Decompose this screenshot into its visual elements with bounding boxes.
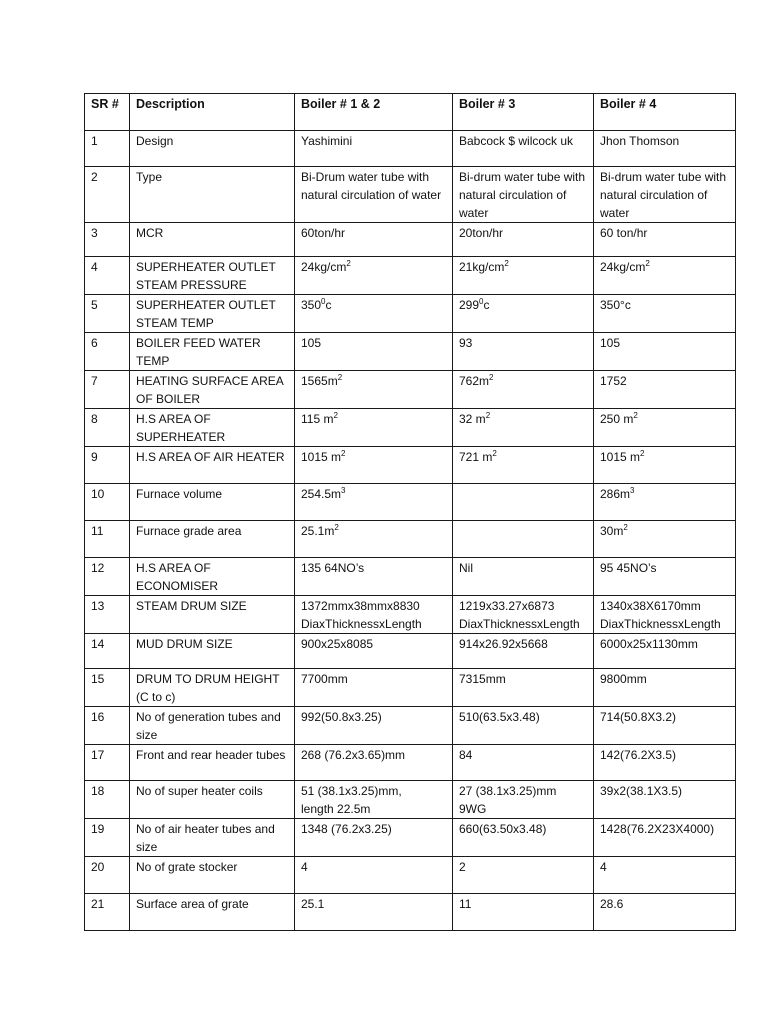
table-row [85, 745, 736, 781]
header-sr: SR # [85, 94, 130, 131]
boiler-1-2-cell: 105 [295, 333, 453, 371]
document-page [84, 93, 735, 931]
boiler-3-cell: Bi-drum water tube with natural circulation of water [453, 167, 594, 223]
boiler-4-cell: 28.6 [594, 894, 736, 931]
header-boiler-3: Boiler # 3 [453, 94, 594, 131]
boiler-4-cell: 714(50.8X3.2) [594, 707, 736, 745]
superscript: 2 [504, 259, 509, 268]
description-cell: BOILER FEED WATER TEMP [130, 333, 295, 371]
boiler-4-cell: 95 45NO’s [594, 558, 736, 596]
superscript: 2 [485, 411, 491, 420]
description-cell: Type [130, 167, 295, 223]
boiler-4-cell: 1752 [594, 371, 736, 409]
superscript: 2 [334, 523, 339, 532]
boiler-1-2-cell: 60ton/hr [295, 223, 453, 257]
boiler-3-cell [453, 521, 594, 558]
sr-cell: 14 [85, 634, 130, 669]
boiler-4-cell: 105 [594, 333, 736, 371]
boiler-4-cell: 9800mm [594, 669, 736, 707]
boiler-4-cell: 39x2(38.1X3.5) [594, 781, 736, 819]
boiler-4-cell: Jhon Thomson [594, 131, 736, 167]
sr-cell: 1 [85, 131, 130, 167]
boiler-1-2-cell: $24kg/cm^2$ [295, 257, 453, 295]
sr-cell: 4 [85, 257, 130, 295]
sr-cell: 2 [85, 167, 130, 223]
superscript: 0 [321, 297, 326, 306]
boiler-4-cell: 1015 $m^2$ [594, 447, 736, 484]
boiler-3-cell: 20ton/hr [453, 223, 594, 257]
header-description: Description [130, 94, 295, 131]
sr-cell: 21 [85, 894, 130, 931]
table-row [85, 295, 736, 333]
boiler-4-cell: $24kg/cm^2$ [594, 257, 736, 295]
description-cell: STEAM DRUM SIZE [130, 596, 295, 634]
boiler-1-2-cell: 7700mm [295, 669, 453, 707]
boiler-4-cell: 1340x38X6170mm DiaxThicknessxLength [594, 596, 736, 634]
boiler-spec-table [84, 93, 736, 931]
table-row [85, 819, 736, 857]
boiler-3-cell: Babcock $ wilcock uk [453, 131, 594, 167]
sr-cell: 13 [85, 596, 130, 634]
superscript: 2 [341, 449, 346, 458]
superscript: 3 [341, 486, 346, 495]
boiler-3-cell: 27 (38.1x3.25)mm 9WG [453, 781, 594, 819]
sr-cell: 10 [85, 484, 130, 521]
boiler-4-cell: 1428(76.2X23X4000) [594, 819, 736, 857]
table-row [85, 707, 736, 745]
description-cell: H.S AREA OF ECONOMISER [130, 558, 295, 596]
table-row [85, 521, 736, 558]
sr-cell: 17 [85, 745, 130, 781]
table-row [85, 484, 736, 521]
boiler-4-cell: $30m^2$ [594, 521, 736, 558]
boiler-3-cell: $299^0c$ [453, 295, 594, 333]
table-body [85, 131, 736, 931]
boiler-1-2-cell: 1372mmx38mmx8830 DiaxThicknessxLength [295, 596, 453, 634]
table-header-row [85, 94, 736, 131]
boiler-1-2-cell: 1348 (76.2x3.25) [295, 819, 453, 857]
superscript: 2 [492, 449, 497, 458]
boiler-4-cell: Bi-drum water tube with natural circulation of water [594, 167, 736, 223]
boiler-1-2-cell: 1015 $m^2$ [295, 447, 453, 484]
boiler-4-cell: 142(76.2X3.5) [594, 745, 736, 781]
boiler-1-2-cell: Yashimini [295, 131, 453, 167]
superscript: 2 [645, 259, 650, 268]
description-cell: No of generation tubes and size [130, 707, 295, 745]
superscript: 2 [489, 373, 494, 382]
table-row [85, 131, 736, 167]
description-cell: Surface area of grate [130, 894, 295, 931]
superscript: 2 [623, 523, 628, 532]
superscript: 3 [630, 486, 635, 495]
boiler-3-cell: 2 [453, 857, 594, 894]
sr-cell: 12 [85, 558, 130, 596]
boiler-3-cell: $21kg/cm^2$ [453, 257, 594, 295]
superscript: 2 [346, 259, 351, 268]
description-cell: No of super heater coils [130, 781, 295, 819]
description-cell: H.S AREA OF AIR HEATER [130, 447, 295, 484]
boiler-1-2-cell: $25.1m^2$ [295, 521, 453, 558]
description-cell: MUD DRUM SIZE [130, 634, 295, 669]
boiler-4-cell: 60 ton/hr [594, 223, 736, 257]
boiler-3-cell: 32 $m^2$ [453, 409, 594, 447]
superscript: 2 [333, 411, 338, 420]
sr-cell: 11 [85, 521, 130, 558]
boiler-4-cell: $286m^3$ [594, 484, 736, 521]
description-cell: DRUM TO DRUM HEIGHT (C to c) [130, 669, 295, 707]
description-cell: MCR [130, 223, 295, 257]
sr-cell: 19 [85, 819, 130, 857]
boiler-1-2-cell: $350^0c$ [295, 295, 453, 333]
superscript: 2 [337, 373, 343, 382]
boiler-3-cell: 914x26.92x5668 [453, 634, 594, 669]
sr-cell: 5 [85, 295, 130, 333]
table-row [85, 447, 736, 484]
boiler-4-cell: 4 [594, 857, 736, 894]
sr-cell: 20 [85, 857, 130, 894]
description-cell: SUPERHEATER OUTLET STEAM TEMP [130, 295, 295, 333]
description-cell: No of air heater tubes and size [130, 819, 295, 857]
sr-cell: 8 [85, 409, 130, 447]
description-cell: Front and rear header tubes [130, 745, 295, 781]
boiler-4-cell: 6000x25x1130mm [594, 634, 736, 669]
boiler-1-2-cell: 900x25x8085 [295, 634, 453, 669]
description-cell: No of grate stocker [130, 857, 295, 894]
table-row [85, 409, 736, 447]
boiler-1-2-cell: Bi-Drum water tube with natural circulation of water [295, 167, 453, 223]
description-cell: Furnace volume [130, 484, 295, 521]
boiler-3-cell: $762m^2$ [453, 371, 594, 409]
superscript: 0 [479, 297, 484, 306]
boiler-3-cell: 1219x33.27x6873 DiaxThicknessxLength [453, 596, 594, 634]
table-row [85, 894, 736, 931]
sr-cell: 3 [85, 223, 130, 257]
table-row [85, 857, 736, 894]
boiler-4-cell: 350°c [594, 295, 736, 333]
boiler-3-cell: 721 $m^2$ [453, 447, 594, 484]
boiler-1-2-cell: 992(50.8x3.25) [295, 707, 453, 745]
boiler-3-cell: 510(63.5x3.48) [453, 707, 594, 745]
description-cell: H.S AREA OF SUPERHEATER [130, 409, 295, 447]
boiler-3-cell: Nil [453, 558, 594, 596]
table-row [85, 257, 736, 295]
description-cell: SUPERHEATER OUTLET STEAM PRESSURE [130, 257, 295, 295]
sr-cell: 7 [85, 371, 130, 409]
table-row [85, 223, 736, 257]
boiler-4-cell: 250 $m^2$ [594, 409, 736, 447]
sr-cell: 16 [85, 707, 130, 745]
sr-cell: 18 [85, 781, 130, 819]
boiler-3-cell: 7315mm [453, 669, 594, 707]
boiler-3-cell: 84 [453, 745, 594, 781]
superscript: 2 [640, 449, 645, 458]
description-cell: Furnace grade area [130, 521, 295, 558]
boiler-3-cell: 93 [453, 333, 594, 371]
boiler-1-2-cell: 51 (38.1x3.25)mm, length 22.5m [295, 781, 453, 819]
table-row [85, 781, 736, 819]
sr-cell: 9 [85, 447, 130, 484]
boiler-3-cell: 660(63.50x3.48) [453, 819, 594, 857]
superscript: 2 [633, 411, 638, 420]
sr-cell: 6 [85, 333, 130, 371]
header-boiler-1-2: Boiler # 1 & 2 [295, 94, 453, 131]
description-cell: Design [130, 131, 295, 167]
table-row [85, 558, 736, 596]
boiler-1-2-cell: $254.5m^3$ [295, 484, 453, 521]
boiler-1-2-cell: 4 [295, 857, 453, 894]
table-row [85, 167, 736, 223]
boiler-1-2-cell: 268 (76.2x3.65)mm [295, 745, 453, 781]
table-row [85, 596, 736, 634]
boiler-1-2-cell: 135 64NO’s [295, 558, 453, 596]
table-row [85, 634, 736, 669]
boiler-1-2-cell: 25.1 [295, 894, 453, 931]
header-boiler-4: Boiler # 4 [594, 94, 736, 131]
table-row [85, 333, 736, 371]
table-row [85, 669, 736, 707]
description-cell: HEATING SURFACE AREA OF BOILER [130, 371, 295, 409]
boiler-1-2-cell: 115 $m^2$ [295, 409, 453, 447]
sr-cell: 15 [85, 669, 130, 707]
boiler-1-2-cell: $1565m^2$ [295, 371, 453, 409]
table-row [85, 371, 736, 409]
boiler-3-cell [453, 484, 594, 521]
boiler-3-cell: 11 [453, 894, 594, 931]
